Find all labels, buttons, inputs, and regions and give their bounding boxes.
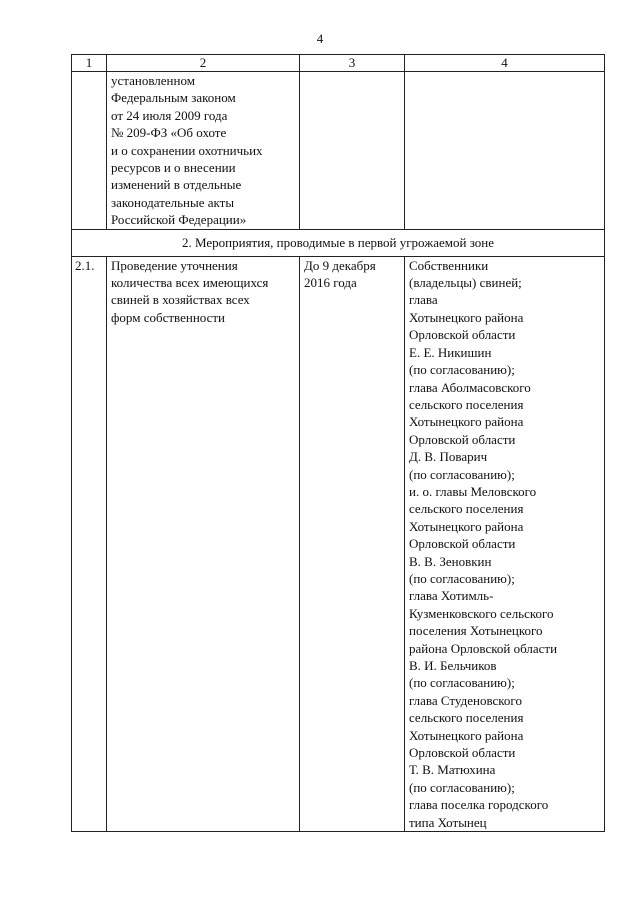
text-line: (по согласованию); <box>409 779 515 795</box>
text-line: Российской Федерации» <box>111 212 247 228</box>
section-title: 2. Мероприятия, проводимые в первой угрожаемой зоне <box>72 229 605 256</box>
text-line: глава <box>409 292 438 308</box>
text-line: Орловской области <box>409 327 516 343</box>
text-line: Проведение уточнения <box>111 257 238 273</box>
text-line: Орловской области <box>409 745 516 761</box>
continued-description-cell <box>107 72 300 230</box>
text-line: изменений в отдельные <box>111 177 242 193</box>
text-line: глава поселка городского <box>409 797 549 813</box>
text-line: глава Аболмасовского <box>409 379 531 395</box>
text-line: и. о. главы Меловского <box>409 483 537 499</box>
text-line: (по согласованию); <box>409 570 515 586</box>
text-line: Хотынецкого района <box>409 727 524 743</box>
deadline-cell <box>300 256 405 831</box>
text-line: ресурсов и о внесении <box>111 160 236 176</box>
text-line: В. В. Зеновкин <box>409 553 492 569</box>
header-cell-1: 1 <box>72 55 107 72</box>
text-line: типа Хотынец <box>409 814 487 830</box>
text-line: законодательные акты <box>111 194 235 210</box>
text-line: поселения Хотынецкого <box>409 623 543 639</box>
text-line: Орловской области <box>409 536 516 552</box>
text-line: глава Студеновского <box>409 692 522 708</box>
text-line: количества всех имеющихся <box>111 275 269 291</box>
text-line: (по согласованию); <box>409 362 515 378</box>
text-line: Хотынецкого района <box>409 518 524 534</box>
text-line: сельского поселения <box>409 396 524 412</box>
text-line: Хотынецкого района <box>409 414 524 430</box>
text-line: № 209-ФЗ «Об охоте <box>111 125 227 141</box>
text-line: Е. Е. Никишин <box>409 344 492 360</box>
measure-description-cell <box>107 256 300 831</box>
continued-responsible-cell <box>405 72 605 230</box>
section-title-row <box>72 229 605 256</box>
text-line: Федеральным законом <box>111 90 236 106</box>
text-line: и о сохранении охотничьих <box>111 142 263 158</box>
text-line: установленном <box>111 73 195 88</box>
text-line: Собственники <box>409 257 489 273</box>
text-line: (по согласованию); <box>409 675 515 691</box>
text-line: района Орловской области <box>409 640 558 656</box>
header-cell-4: 4 <box>405 55 605 72</box>
text-line: Д. В. Поварич <box>409 449 488 465</box>
text-line: сельского поселения <box>409 710 524 726</box>
page-number: 4 <box>316 31 324 46</box>
text-line: В. И. Бельчиков <box>409 658 497 673</box>
continued-number-cell <box>72 72 107 230</box>
text-line: Хотынецкого района <box>409 309 524 325</box>
text-line: (по согласованию); <box>409 466 515 482</box>
text-line: 2016 года <box>304 275 357 291</box>
text-line: глава Хотимль- <box>409 588 494 604</box>
text-line: сельского поселения <box>409 501 524 517</box>
header-cell-2: 2 <box>107 55 300 72</box>
table-row <box>72 256 605 831</box>
text-line: До 9 декабря <box>304 257 376 273</box>
text-line: форм собственности <box>111 309 226 325</box>
text-line: Кузменковского сельского <box>409 605 554 621</box>
row-number: 2.1. <box>72 256 107 831</box>
text-line: (владельцы) свиней; <box>409 275 522 291</box>
text-line: свиней в хозяйствах всех <box>111 292 250 308</box>
continued-row <box>72 72 605 230</box>
responsible-cell <box>405 256 605 831</box>
text-line: от 24 июля 2009 года <box>111 107 228 123</box>
measures-table <box>71 54 605 832</box>
text-line: Т. В. Матюхина <box>409 762 496 778</box>
text-line: Орловской области <box>409 431 516 447</box>
header-cell-3: 3 <box>300 55 405 72</box>
table-header-row <box>72 55 605 72</box>
continued-deadline-cell <box>300 72 405 230</box>
